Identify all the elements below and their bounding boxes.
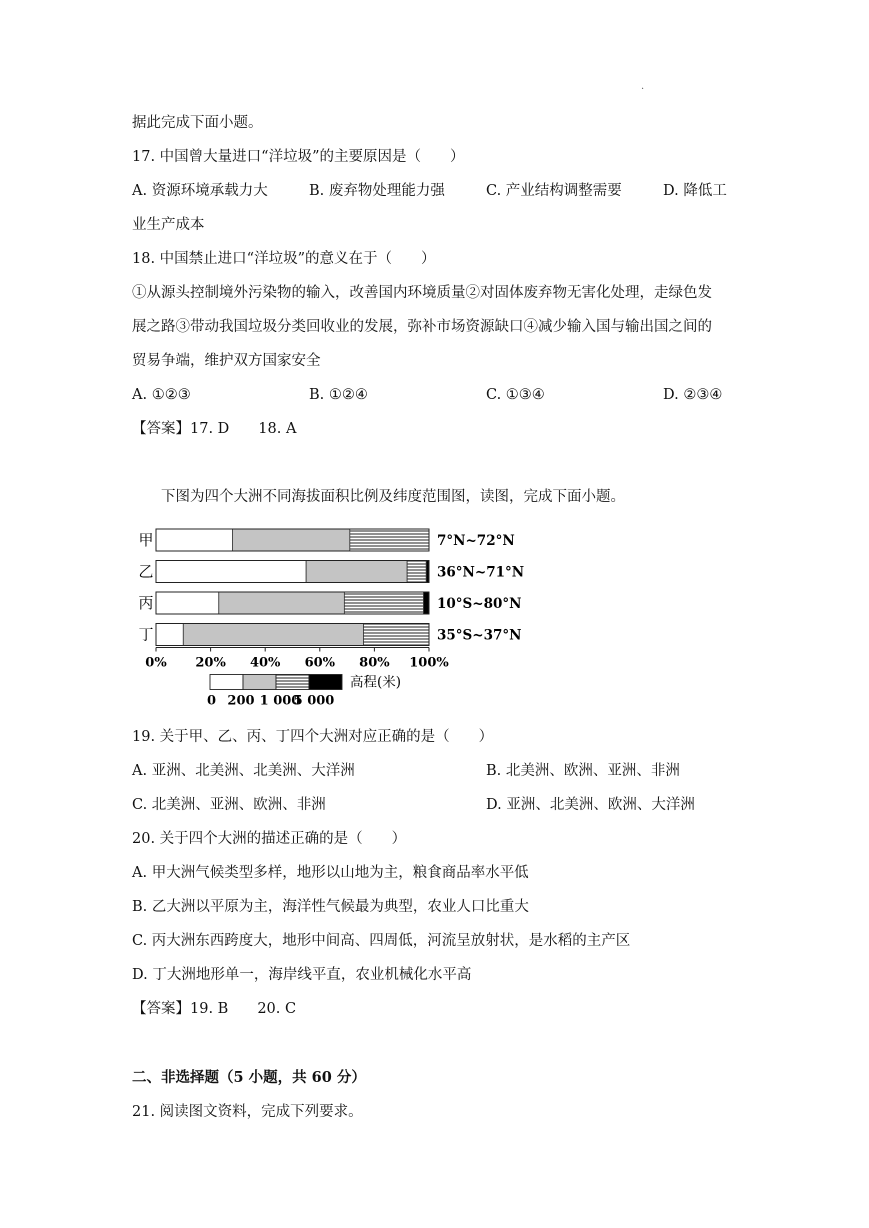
bar-segment [344,592,423,614]
q20-option-d: D. 丁大洲地形单一，海岸线平直，农业机械化水平高 [132,967,472,983]
chart-intro: 下图为四个大洲不同海拔面积比例及纬度范围图，读图，完成下面小题。 [161,489,625,505]
bar-segment [156,624,183,646]
answer-17-18: 【答案】17. D 18. A [132,421,297,437]
elevation-chart-svg [128,524,528,720]
q19-option-a: A. 亚洲、北美洲、北美洲、大洋洲 [132,763,355,779]
q17-option-d: D. 降低工 [663,183,727,199]
elevation-chart [128,524,528,720]
section-heading: 二、非选择题（5 小题，共 60 分） [132,1069,366,1086]
bar-segment [232,529,349,551]
q20-stem: 20. 关于四个大洲的描述正确的是（ ） [132,831,407,847]
q20-option-a: A. 甲大洲气候类型多样，地形以山地为主，粮食商品率水平低 [132,865,529,881]
x-tick-label: 40% [249,655,281,671]
x-tick-label: 20% [195,655,226,671]
latitude-range-label: 7°N~72°N [437,533,515,549]
q19-option-d: D. 亚洲、北美洲、欧洲、大洋洲 [486,797,695,813]
x-tick-label: 80% [359,655,390,671]
bar-segment [350,529,429,551]
x-tick-label: 100% [409,655,449,671]
q17-option-a: A. 资源环境承载力大 [132,183,268,199]
q18-stem: 18. 中国禁止进口“洋垃圾”的意义在于（ ） [132,251,436,267]
bar-segment [424,592,429,614]
category-label: 丙 [138,594,154,612]
category-label: 甲 [138,531,154,549]
legend-swatch [276,675,309,690]
bar-segment [156,592,219,614]
latitude-range-label: 36°N~71°N [437,564,525,581]
answer-19-20: 【答案】19. B 20. C [132,1001,297,1017]
q19-stem: 19. 关于甲、乙、丙、丁四个大洲对应正确的是（ ） [132,729,494,745]
bar-segment [407,561,426,583]
x-tick-label: 0% [145,655,167,671]
bar-segment [306,561,407,583]
q20-option-c: C. 丙大洲东西跨度大，地形中间高、四周低，河流呈放射状，是水稻的主产区 [132,933,631,949]
bar-segment [219,592,345,614]
legend-swatch [309,675,342,690]
q18-option-a: A. ①②③ [132,387,191,403]
bar-segment [156,561,306,583]
q18-statement-line-1: ①从源头控制境外污染物的输入，改善国内环境质量②对固体废弃物无害化处理，走绿色发 [132,285,712,301]
q18-option-c: C. ①③④ [486,387,545,403]
category-label: 乙 [138,562,154,581]
q18-option-b: B. ①②④ [309,387,368,403]
legend-swatch [210,675,243,690]
page-dot: · [641,84,645,95]
bar-segment [363,624,429,646]
bar-segment [156,529,232,551]
q17-option-b: B. 废弃物处理能力强 [309,183,445,199]
legend-tick-label: 200 [227,693,255,709]
q20-option-b: B. 乙大洲以平原为主，海洋性气候最为典型，农业人口比重大 [132,899,529,915]
bar-segment [183,624,363,646]
legend-tick-label: 1 000 [259,693,301,709]
category-label: 丁 [138,625,154,644]
q17-stem: 17. 中国曾大量进口“洋垃圾”的主要原因是（ ） [132,149,465,165]
intro-tail: 据此完成下面小题。 [132,115,263,131]
q19-option-c: C. 北美洲、亚洲、欧洲、非洲 [132,797,326,813]
legend-tick-label: 5 000 [293,693,335,709]
q19-option-b: B. 北美洲、欧洲、亚洲、非洲 [486,763,680,779]
legend-swatch [243,675,276,690]
latitude-range-label: 35°S~37°N [437,627,522,644]
latitude-range-label: 10°S~80°N [437,596,522,612]
q21-stem: 21. 阅读图文资料，完成下列要求。 [132,1104,363,1120]
q18-option-d: D. ②③④ [663,387,723,403]
legend-tick-label: 0 [207,693,217,709]
q18-statement-line-3: 贸易争端，维护双方国家安全 [132,353,321,369]
q18-statement-line-2: 展之路③带动我国垃圾分类回收业的发展，弥补市场资源缺口④减少输入国与输出国之间的 [132,319,712,335]
legend-title: 高程(米) [350,674,402,691]
x-tick-label: 60% [304,655,336,671]
q17-option-d-continued: 业生产成本 [132,217,205,233]
q17-option-c: C. 产业结构调整需要 [486,183,622,199]
